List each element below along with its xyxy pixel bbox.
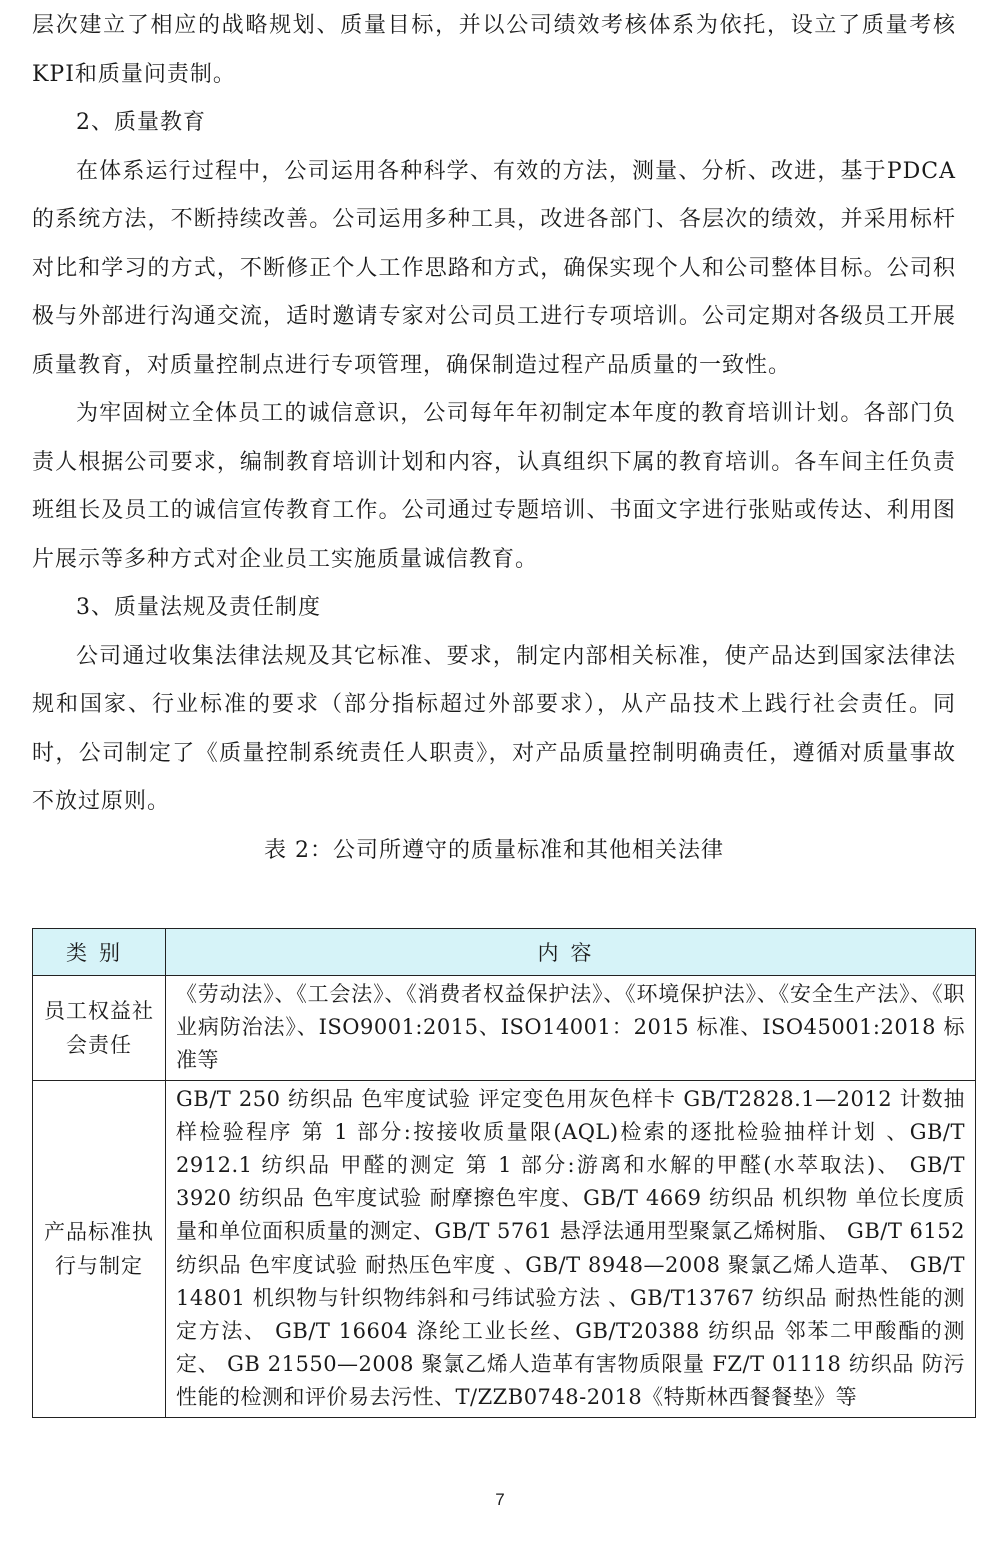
table-header-row	[33, 929, 976, 976]
table-row	[33, 1080, 976, 1417]
paragraph-integrity-training: 为牢固树立全体员工的诚信意识，公司每年年初制定本年度的教育培训计划。各部门负责人根据公司要求，编制教育培训计划和内容，认真组织下属的教育培训。各车间主任负责班组长及员工的诚信宣传教育工作。公司通过专题培训、书面文字进行张贴或传达、利用图片展示等多种方式对企业员工实施质量诚信教育。	[32, 401, 956, 572]
row-content-employee-rights: 《劳动法》、《工会法》、《消费者权益保护法》、《环境保护法》、《安全生产法》、《职业病防治法》、ISO9001:2015、ISO14001：2015 标准、ISO45001:2018 标准等	[166, 976, 976, 1081]
table-row	[33, 976, 976, 1081]
table-caption: 表 2：公司所遵守的质量标准和其他相关法律	[264, 837, 724, 863]
page-number: 7	[495, 1490, 505, 1509]
heading-quality-education: 2、质量教育	[76, 110, 206, 135]
paragraph-system-operation: 在体系运行过程中，公司运用各种科学、有效的方法，测量、分析、改进，基于PDCA的系统方法，不断持续改善。公司运用多种工具，改进各部门、各层次的绩效，并采用标杆对比和学习的方式，不断修正个人工作思路和方式，确保实现个人和公司整体目标。公司积极与外部进行沟通交流，适时邀请专家对公司员工进行专项培训。公司定期对各级员工开展质量教育，对质量控制点进行专项管理，确保制造过程产品质量的一致性。	[32, 158, 956, 378]
row-category-employee-rights: 员工权益社会责任	[33, 976, 166, 1081]
paragraph-quality-targets: 层次建立了相应的战略规划、质量目标，并以公司绩效考核体系为依托，设立了质量考核KPI和质量问责制。	[32, 13, 956, 87]
heading-quality-regulations: 3、质量法规及责任制度	[76, 595, 321, 620]
paragraph-regulations-compliance: 公司通过收集法律法规及其它标准、要求，制定内部相关标准，使产品达到国家法律法规和国家、行业标准的要求（部分指标超过外部要求），从产品技术上践行社会责任。同时，公司制定了《质量控制系统责任人职责》，对产品质量控制明确责任，遵循对质量事故不放过原则。	[32, 643, 956, 814]
header-content: 内容	[166, 929, 976, 976]
header-category: 类别	[33, 929, 166, 976]
document-page	[32, 0, 965, 1410]
row-category-product-standards: 产品标准执行与制定	[33, 1080, 166, 1417]
row-content-product-standards: GB/T 250 纺织品 色牢度试验 评定变色用灰色样卡 GB/T2828.1—2012 计数抽样检验程序 第 1 部分:按接收质量限(AQL)检索的逐批检验抽样计划 、GB/T 2912.1 纺织品 甲醛的测定 第 1 部分:游离和水解的甲醛(水萃取法)、 GB/T 3920 纺织品 色牢度试验 耐摩擦色牢度、GB/T 4669 纺织品 机织物 单位长度质量和单位面积质量的测定、GB/T 5761 悬浮法通用型聚氯乙烯树脂、 GB/T 6152 纺织品 色牢度试验 耐热压色牢度 、GB/T 8948—2008 聚氯乙烯人造革、 GB/T 14801 机织物与针织物纬斜和弓纬试验方法 、GB/T13767 纺织品 耐热性能的测定方法、 GB/T 16604 涤纶工业长丝、GB/T20388 纺织品 邻苯二甲酸酯的测定、 GB 21550—2008 聚氯乙烯人造革有害物质限量 FZ/T 01118 纺织品 防污性能的检测和评价易去污性、T/ZZB0748-2018《特斯林西餐餐垫》等	[166, 1080, 976, 1417]
standards-table	[32, 928, 976, 1418]
